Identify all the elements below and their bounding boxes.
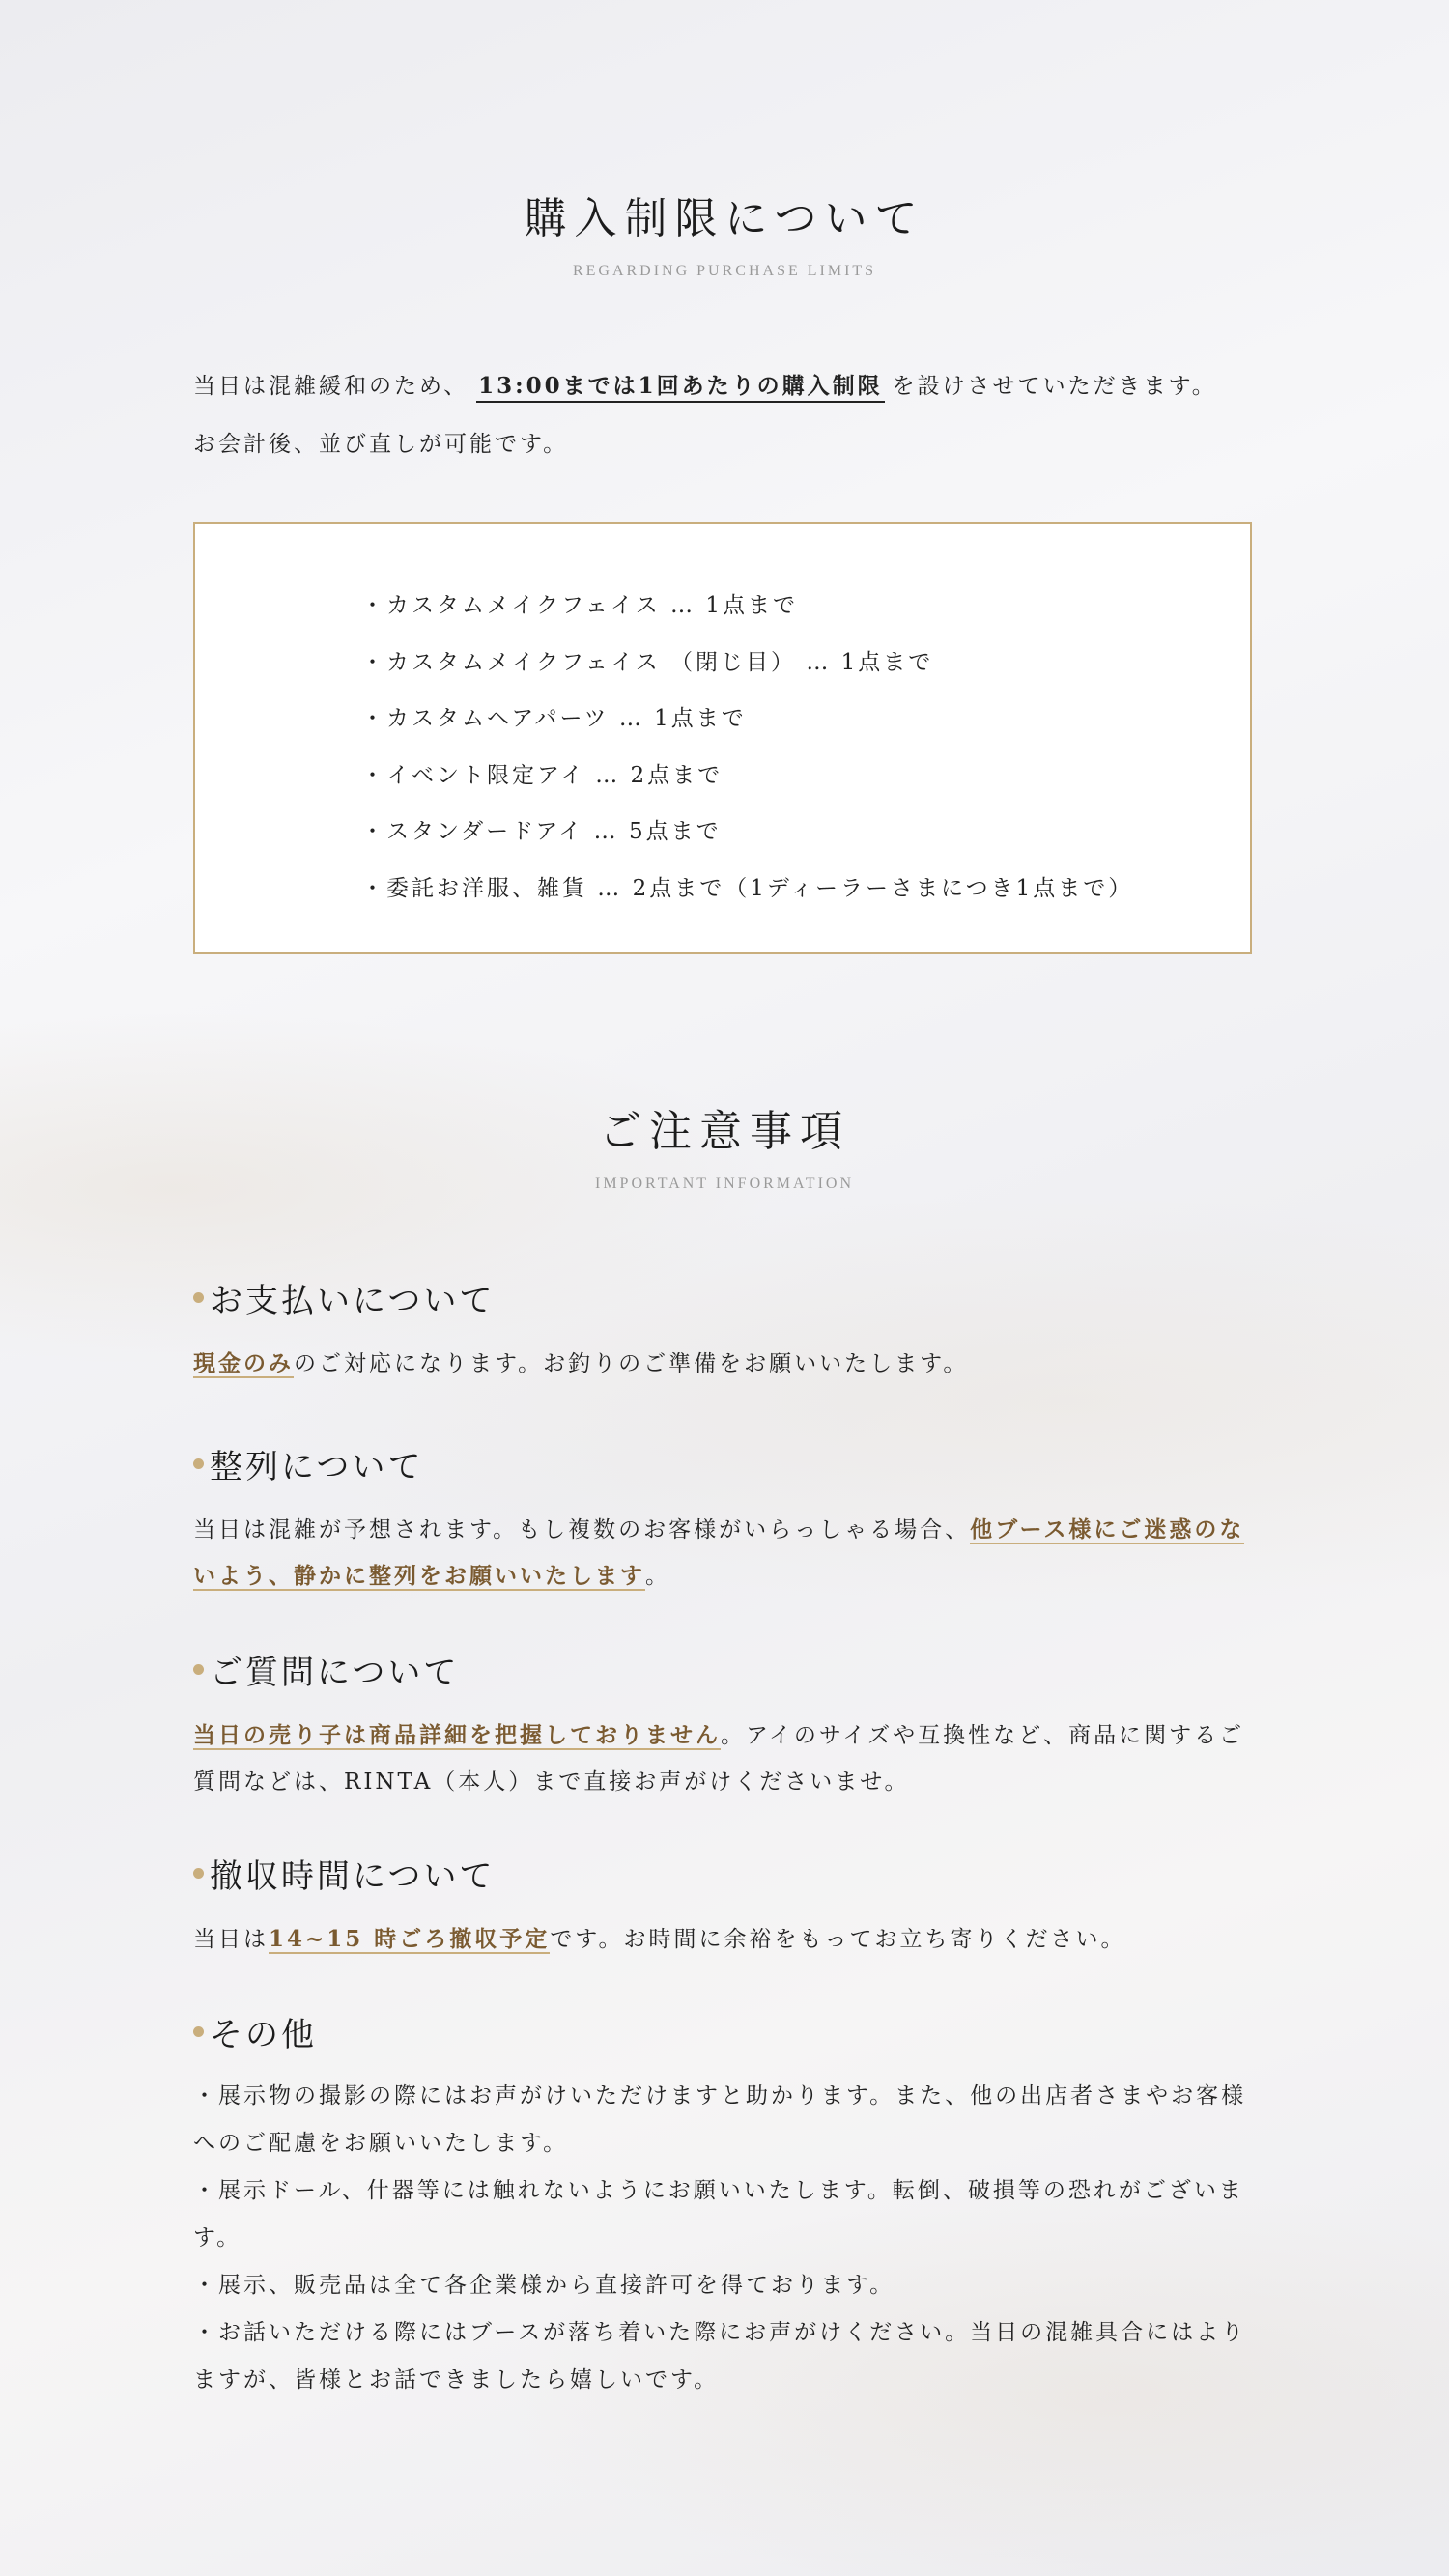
intro-emphasis: 13:00までは1回あたりの購入制限: [476, 373, 885, 403]
intro-before: 当日は混雑緩和のため、: [193, 374, 469, 399]
note-text: 。アイのサイズや互換性など、商品に関するご質問などは、RINTA（本人）まで直接お声がけくださいませ。: [193, 1723, 1245, 1795]
note-heading-text: 撤収時間について: [210, 1856, 496, 1896]
note-body: [193, 1341, 1265, 1387]
important-info-subtitle: IMPORTANT INFORMATION: [594, 1175, 855, 1192]
important-info-title: ご注意事項: [599, 1107, 850, 1156]
list-item: ・お話いただける際にはブースが落ち着いた際にお声がけください。当日の混雑具合にはよりますが、皆様とお話できましたら嬉しいです。: [193, 2320, 1247, 2392]
limit-item: ・カスタムメイクフェイス … 1点まで: [361, 593, 798, 618]
bullet-dot-icon: [193, 1664, 204, 1675]
list-item: ・展示、販売品は全て各企業様から直接許可を得ております。: [193, 2273, 895, 2298]
limit-item: ・委託お洋服、雑貨 … 2点まで（1ディーラーさまにつき1点まで）: [361, 875, 1134, 901]
bullet-dot-icon: [193, 1458, 204, 1469]
intro-line-1: [193, 357, 1265, 415]
note-text: のご対応になります。お釣りのご準備をお願いいたします。: [294, 1351, 969, 1376]
note-heading: [193, 1851, 1265, 1895]
note-text: 。: [645, 1564, 670, 1589]
note-body: [193, 1713, 1265, 1805]
bullet-dot-icon: [193, 1292, 204, 1303]
bullet-dot-icon: [193, 2026, 204, 2037]
purchase-limits-list: [361, 578, 1133, 918]
purchase-limits-subtitle: REGARDING PURCHASE LIMITS: [572, 263, 877, 279]
note-heading: [193, 1441, 1265, 1486]
note-heading: [193, 2009, 1265, 2053]
note-body: [193, 1916, 1265, 1963]
note-payment: [193, 1275, 1265, 1387]
list-item: ・展示物の撮影の際にはお声がけいただけますと助かります。また、他の出店者さまやお客様へのご配慮をお願いいたします。: [193, 2083, 1247, 2156]
note-queue: [193, 1441, 1265, 1599]
highlight-text: 他ブース様にご迷惑のないよう、静かに整列をお願いいたします: [193, 1516, 1245, 1589]
note-heading: [193, 1647, 1265, 1691]
limit-item: ・スタンダードアイ … 5点まで: [361, 819, 722, 845]
note-heading: [193, 1275, 1265, 1319]
note-heading-text: ご質問について: [210, 1653, 460, 1692]
purchase-limits-intro: [193, 357, 1265, 473]
note-heading-text: その他: [210, 2015, 317, 2054]
note-heading-text: 整列について: [210, 1447, 424, 1486]
purchase-limits-box: [193, 522, 1252, 954]
list-item: ・展示ドール、什器等には触れないようにお願いいたします。転倒、破損等の恐れがございます。: [193, 2178, 1244, 2250]
note-closing: [193, 1851, 1265, 1963]
limit-item: ・カスタムメイクフェイス （閉じ目） … 1点まで: [361, 649, 934, 675]
bullet-dot-icon: [193, 1868, 204, 1879]
note-body: [193, 1507, 1265, 1599]
note-text: 当日は混雑が予想されます。もし複数のお客様がいらっしゃる場合、: [193, 1517, 971, 1543]
note-text: 当日は: [193, 1927, 269, 1952]
important-info-heading: [0, 1096, 1449, 1193]
note-other-list: [193, 2073, 1265, 2404]
purchase-limits-title: 購入制限について: [524, 194, 925, 243]
note-questions: [193, 1647, 1265, 1805]
intro-line-2: お会計後、並び直しが可能です。: [193, 432, 569, 457]
note-heading-text: お支払いについて: [210, 1281, 496, 1320]
highlight-text: 当日の売り子は商品詳細を把握しておりません: [193, 1722, 721, 1748]
limit-item: ・イベント限定アイ … 2点まで: [361, 762, 724, 788]
note-other: [193, 2009, 1265, 2404]
limit-item: ・カスタムヘアパーツ … 1点まで: [361, 706, 747, 732]
note-text: です。お時間に余裕をもってお立ち寄りください。: [550, 1927, 1126, 1952]
highlight-text: 現金のみ: [193, 1350, 294, 1376]
intro-after: を設けさせていただきます。: [892, 374, 1217, 399]
purchase-limits-heading: [0, 184, 1449, 280]
highlight-text: 14~15 時ごろ撤収予定: [269, 1926, 551, 1952]
